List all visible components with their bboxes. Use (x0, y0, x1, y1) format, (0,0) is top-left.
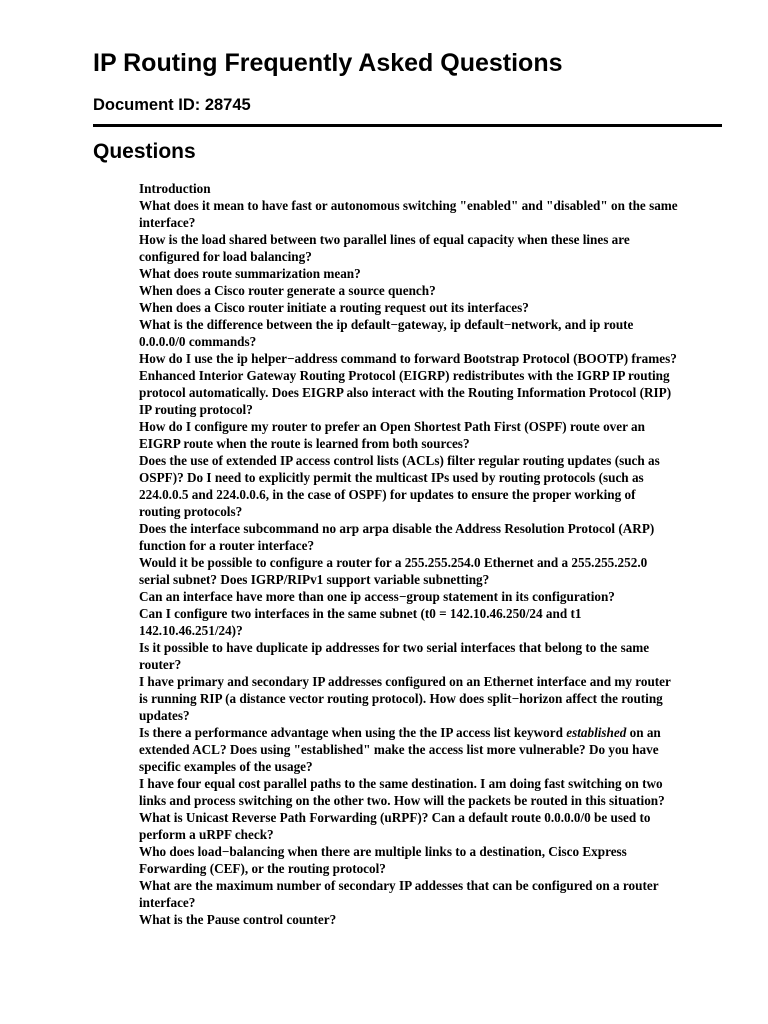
question-text: Is there a performance advantage when using the the IP access list keyword (139, 725, 567, 740)
question-link[interactable]: What is the difference between the ip default−gateway, ip default−network, and ip route 0.0.0.0/0 commands? (139, 317, 634, 349)
question-link[interactable]: How is the load shared between two parallel lines of equal capacity when these lines are configured for load balancing? (139, 232, 630, 264)
keyword-established: established (566, 725, 627, 740)
question-link[interactable]: I have four equal cost parallel paths to the same destination. I am doing fast switching on two links and process switching on the other two. How will the packets be routed in this situation? (139, 776, 665, 808)
question-link[interactable]: What are the maximum number of secondary IP addesses that can be configured on a router interface? (139, 878, 659, 910)
question-link[interactable] (139, 724, 679, 775)
question-link[interactable]: How do I configure my router to prefer an Open Shortest Path First (OSPF) route over an EIGRP route when the route is learned from both sources? (139, 419, 645, 451)
question-list (139, 180, 679, 928)
question-link[interactable]: I have primary and secondary IP addresses configured on an Ethernet interface and my router is running RIP (a distance vector routing protocol). How does split−horizon affect the routing updates? (139, 674, 671, 723)
question-link[interactable]: What is the Pause control counter? (139, 912, 337, 927)
question-link[interactable]: Introduction (139, 181, 211, 196)
question-link[interactable]: What does route summarization mean? (139, 266, 361, 281)
question-link[interactable]: What is Unicast Reverse Path Forwarding (uRPF)? Can a default route 0.0.0.0/0 be used to perform a uRPF check? (139, 810, 651, 842)
document-id: Document ID: 28745 (93, 96, 251, 114)
document-title: IP Routing Frequently Asked Questions (93, 49, 563, 77)
question-link[interactable]: Is it possible to have duplicate ip addresses for two serial interfaces that belong to the same router? (139, 640, 650, 672)
question-link[interactable]: Can an interface have more than one ip access−group statement in its configuration? (139, 589, 615, 604)
question-text: on an extended ACL? Does using "established" make the access list more vulnerable? Do you have specific examples of the usage? (139, 725, 661, 774)
question-link[interactable]: How do I use the ip helper−address command to forward Bootstrap Protocol (BOOTP) frames? (139, 351, 677, 366)
question-link[interactable]: When does a Cisco router generate a source quench? (139, 283, 436, 298)
question-link[interactable]: Who does load−balancing when there are multiple links to a destination, Cisco Express Forwarding (CEF), or the routing protocol? (139, 844, 627, 876)
question-link[interactable]: Does the interface subcommand no arp arpa disable the Address Resolution Protocol (ARP) function for a router interface? (139, 521, 655, 553)
title-divider (93, 124, 722, 127)
questions-heading: Questions (93, 140, 196, 163)
question-link[interactable]: Does the use of extended IP access control lists (ACLs) filter regular routing updates (such as OSPF)? Do I need to explicitly permit the multicast IPs used by routing protocols (such as 224.0.0.5 and 224.0.0.6, in the case of OSPF) for updates to ensure the proper working of routing protocols? (139, 453, 660, 519)
question-link[interactable]: Would it be possible to configure a router for a 255.255.254.0 Ethernet and a 255.255.252.0 serial subnet? Does IGRP/RIPv1 support variable subnetting? (139, 555, 648, 587)
question-link[interactable]: What does it mean to have fast or autonomous switching "enabled" and "disabled" on the same interface? (139, 198, 678, 230)
question-link[interactable]: Enhanced Interior Gateway Routing Protocol (EIGRP) redistributes with the IGRP IP routing protocol automatically. Does EIGRP also interact with the Routing Information Protocol (RIP) IP routing protocol? (139, 368, 672, 417)
question-link[interactable]: When does a Cisco router initiate a routing request out its interfaces? (139, 300, 529, 315)
question-link[interactable]: Can I configure two interfaces in the same subnet (t0 = 142.10.46.250/24 and t1 142.10.46.251/24)? (139, 606, 582, 638)
